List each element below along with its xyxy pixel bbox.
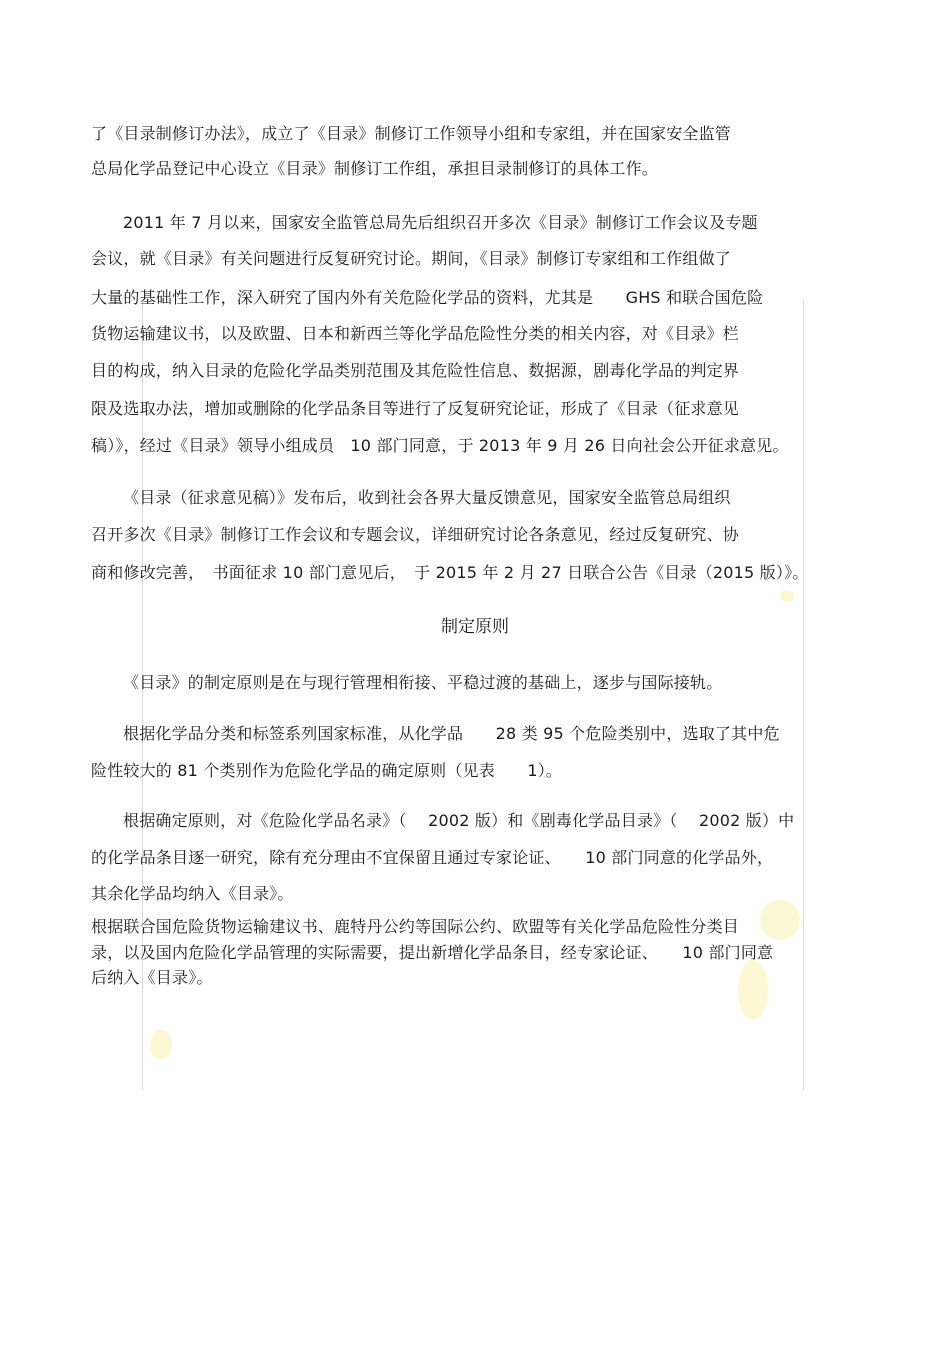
text-line: 目的构成，纳入目录的危险化学品类别范围及其危险性信息、数据源，剧毒化学品的判定界 xyxy=(91,361,740,380)
text-line: 总局化学品登记中心设立《目录》制修订工作组，承担目录制修订的具体工作。 xyxy=(91,159,659,178)
text-line: 根据联合国危险货物运输建议书、鹿特丹公约等国际公约、欧盟等有关化学品危险性分类目 xyxy=(91,917,740,936)
text-line: 《目录（征求意见稿）》发布后，收到社会各界大量反馈意见，国家安全监管总局组织 xyxy=(123,488,731,507)
text-line: 了《目录制修订办法》，成立了《目录》制修订工作领导小组和专家组，并在国家安全监管 xyxy=(91,124,732,143)
text-line: 大量的基础性工作，深入研究了国内外有关危险化学品的资料，尤其是 GHS 和联合国危险 xyxy=(91,288,764,307)
text-line: 会议，就《目录》有关问题进行反复研究讨论。期间，《目录》制修订专家组和工作组做了 xyxy=(91,249,732,268)
text-line: 商和修改完善， 书面征求 10 部门意见后， 于 2015 年 2 月 27 日联合公告《目录（2015 版）》。 xyxy=(91,563,809,582)
text-line: 根据化学品分类和标签系列国家标准，从化学品 28 类 95 个危险类别中，选取了其中危 xyxy=(123,724,780,743)
text-line: 其余化学品均纳入《目录》。 xyxy=(91,884,294,903)
text-line: 根据确定原则，对《危险化学品名录》（ 2002 版）和《剧毒化学品目录》（ 2002 版）中 xyxy=(123,811,795,830)
text-line: 召开多次《目录》制修订工作会议和专题会议，详细研究讨论各条意见，经过反复研究、协 xyxy=(91,525,740,544)
text-line: 限及选取办法，增加或删除的化学品条目等进行了反复研究论证，形成了《目录（征求意见 xyxy=(91,399,740,418)
background-speck xyxy=(780,590,794,602)
background-speck xyxy=(760,900,800,940)
background-speck xyxy=(150,1030,172,1060)
text-line: 货物运输建议书，以及欧盟、日本和新西兰等化学品危险性分类的相关内容，对《目录》栏 xyxy=(91,324,740,343)
text-line: 后纳入《目录》。 xyxy=(91,968,213,987)
background-speck xyxy=(738,960,768,1020)
section-heading: 制定原则 xyxy=(441,617,509,637)
text-line: 2011 年 7 月以来，国家安全监管总局先后组织召开多次《目录》制修订工作会议及专题 xyxy=(123,213,758,232)
text-line: 稿）》，经过《目录》领导小组成员 10 部门同意，于 2013 年 9 月 26 日向社会公开征求意见。 xyxy=(91,436,789,455)
text-line: 险性较大的 81 个类别作为危险化学品的确定原则（见表 1）。 xyxy=(91,761,563,780)
text-line: 的化学品条目逐一研究，除有充分理由不宜保留且通过专家论证、 10 部门同意的化学品外， xyxy=(91,848,774,867)
page-border-right xyxy=(803,300,804,1090)
text-line: 《目录》的制定原则是在与现行管理相衔接、平稳过渡的基础上，逐步与国际接轨。 xyxy=(123,673,723,692)
text-line: 录，以及国内危险化学品管理的实际需要，提出新增化学品条目，经专家论证、 10 部门同意 xyxy=(91,943,774,962)
